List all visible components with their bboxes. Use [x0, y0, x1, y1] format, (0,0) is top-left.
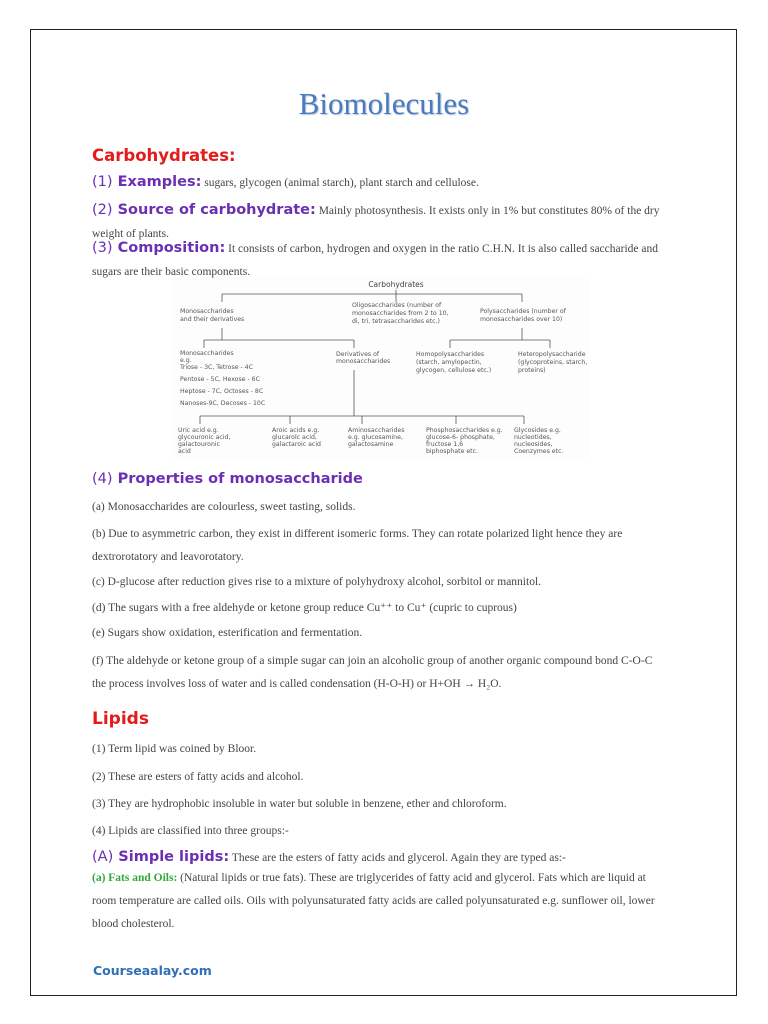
- carbohydrate-classification-diagram: [172, 278, 590, 458]
- property-a: (a) Monosaccharides are colourless, sweet tasting, solids.: [92, 501, 356, 513]
- carb-composition: [92, 237, 662, 284]
- node-homopolysaccharides: Homopolysaccharides (starch, amylopectin, glycogen, cellulose etc.): [416, 351, 492, 374]
- lipid-item-3: (3) They are hydrophobic insoluble in water but soluble in benzene, ether and chloroform.: [92, 798, 507, 810]
- property-d: (d) The sugars with a free aldehyde or ketone group reduce Cu⁺⁺ to Cu⁺ (cupric to cuprous): [92, 602, 517, 614]
- item-text: sugars, glycogen (animal starch), plant starch and cellulose.: [201, 177, 479, 189]
- item-number: (A): [92, 849, 114, 865]
- carbohydrates-heading: Carbohydrates:: [92, 146, 236, 165]
- item-label: Source of carbohydrate:: [117, 202, 316, 218]
- lipid-item-2: (2) These are esters of fatty acids and alcohol.: [92, 771, 304, 783]
- item-text: It consists of carbon, hydrogen and oxygen in the ratio C.H.N. It is also called saccharide and sugars are their basic components.: [92, 243, 658, 278]
- simple-lipids-text: These are the esters of fatty acids and glycerol. Again they are typed as:-: [229, 852, 566, 864]
- item-label: Composition:: [117, 240, 226, 256]
- property-c: (c) D-glucose after reduction gives rise to a mixture of polyhydroxy alcohol, sorbitol or mannitol.: [92, 576, 542, 588]
- property-f: (f) The aldehyde or ketone group of a simple sugar can join an alcoholic group of another organic compound bond C-O-C the process involves loss of water and is called condensation (H-O-H) or H+OH → H₂O.: [92, 655, 653, 690]
- carb-examples: [92, 171, 662, 195]
- item-number: (2): [92, 202, 113, 218]
- item-text: Mainly photosynthesis. It exists only in 1% but constitutes 80% of the dry weight of plants.: [92, 205, 660, 240]
- item-label: Examples:: [117, 174, 202, 190]
- properties-heading: [92, 468, 662, 492]
- leaf-glycosides: Glycosides e.g. nucleotides, nucleosides, Coenzymes etc.: [514, 427, 564, 455]
- diagram-root: Carbohydrates: [368, 280, 424, 289]
- node-derivatives: Derivatives of monosaccharides: [336, 351, 391, 365]
- node-oligosaccharides: Oligosaccharides (number of monosaccharides from 2 to 10, di, tri, tetrasaccharides etc.): [352, 302, 449, 325]
- simple-lipids-label: Simple lipids:: [118, 849, 230, 865]
- node-polysaccharides: Polysaccharides (number of monosaccharides over 10): [480, 308, 566, 323]
- footer-site-name: Courseaalay.com: [93, 963, 212, 978]
- lipid-item-4: (4) Lipids are classified into three groups:-: [92, 825, 289, 837]
- page-title: Biomolecules: [298, 86, 470, 121]
- fats-and-oils-text: (Natural lipids or true fats). These are triglycerides of fatty acid and glycerol. Fats which are liquid at room temperature are called oils. Oils with polyunsaturated fatty acids are called polyunsaturated e.g. sunflower oil, lower blood cholesterol.: [92, 872, 655, 930]
- property-e: (e) Sugars show oxidation, esterification and fermentation.: [92, 627, 363, 639]
- fats-and-oils: [92, 867, 662, 936]
- properties-title: Properties of monosaccharide: [117, 471, 363, 487]
- leaf-aroic-acids: Aroic acids e.g. glucarolc acid, galactaroic acid: [272, 427, 321, 448]
- item-number: (4): [92, 471, 113, 487]
- node-mono-examples: Monosaccharides e.g. Triose - 3C, Tetrose - 4C Pentose - 5C, Hexose - 6C Heptose - 7C, Octoses - 8C Nanoses-9C, Decoses - 10C: [180, 350, 266, 407]
- lipid-item-1: (1) Term lipid was coined by Bloor.: [92, 743, 257, 755]
- leaf-uric-acid: Uric acid e.g. glycouronic acid, galactouronic acid: [178, 427, 231, 455]
- node-monosaccharides: Monosaccharides and their derivatives: [180, 308, 245, 323]
- lipids-heading: Lipids: [92, 709, 149, 729]
- item-number: (1): [92, 174, 113, 190]
- leaf-phosphosaccharides: Phosphosaccharides e.g. glucose-6- phosphate, fructose 1,6 biphosphate etc.: [426, 427, 503, 455]
- node-heteropolysaccharide: Heteropolysaccharide (glycoproteins, starch, proteins): [518, 351, 588, 374]
- property-b: (b) Due to asymmetric carbon, they exist in different isomeric forms. They can rotate polarized light hence they are dextrorotatory and leavorotatory.: [92, 528, 623, 563]
- item-number: (3): [92, 240, 113, 256]
- leaf-aminosaccharides: Aminosaccharides e.g. glucosamine, galactosamine: [348, 427, 405, 448]
- fats-and-oils-label: (a) Fats and Oils:: [92, 872, 178, 884]
